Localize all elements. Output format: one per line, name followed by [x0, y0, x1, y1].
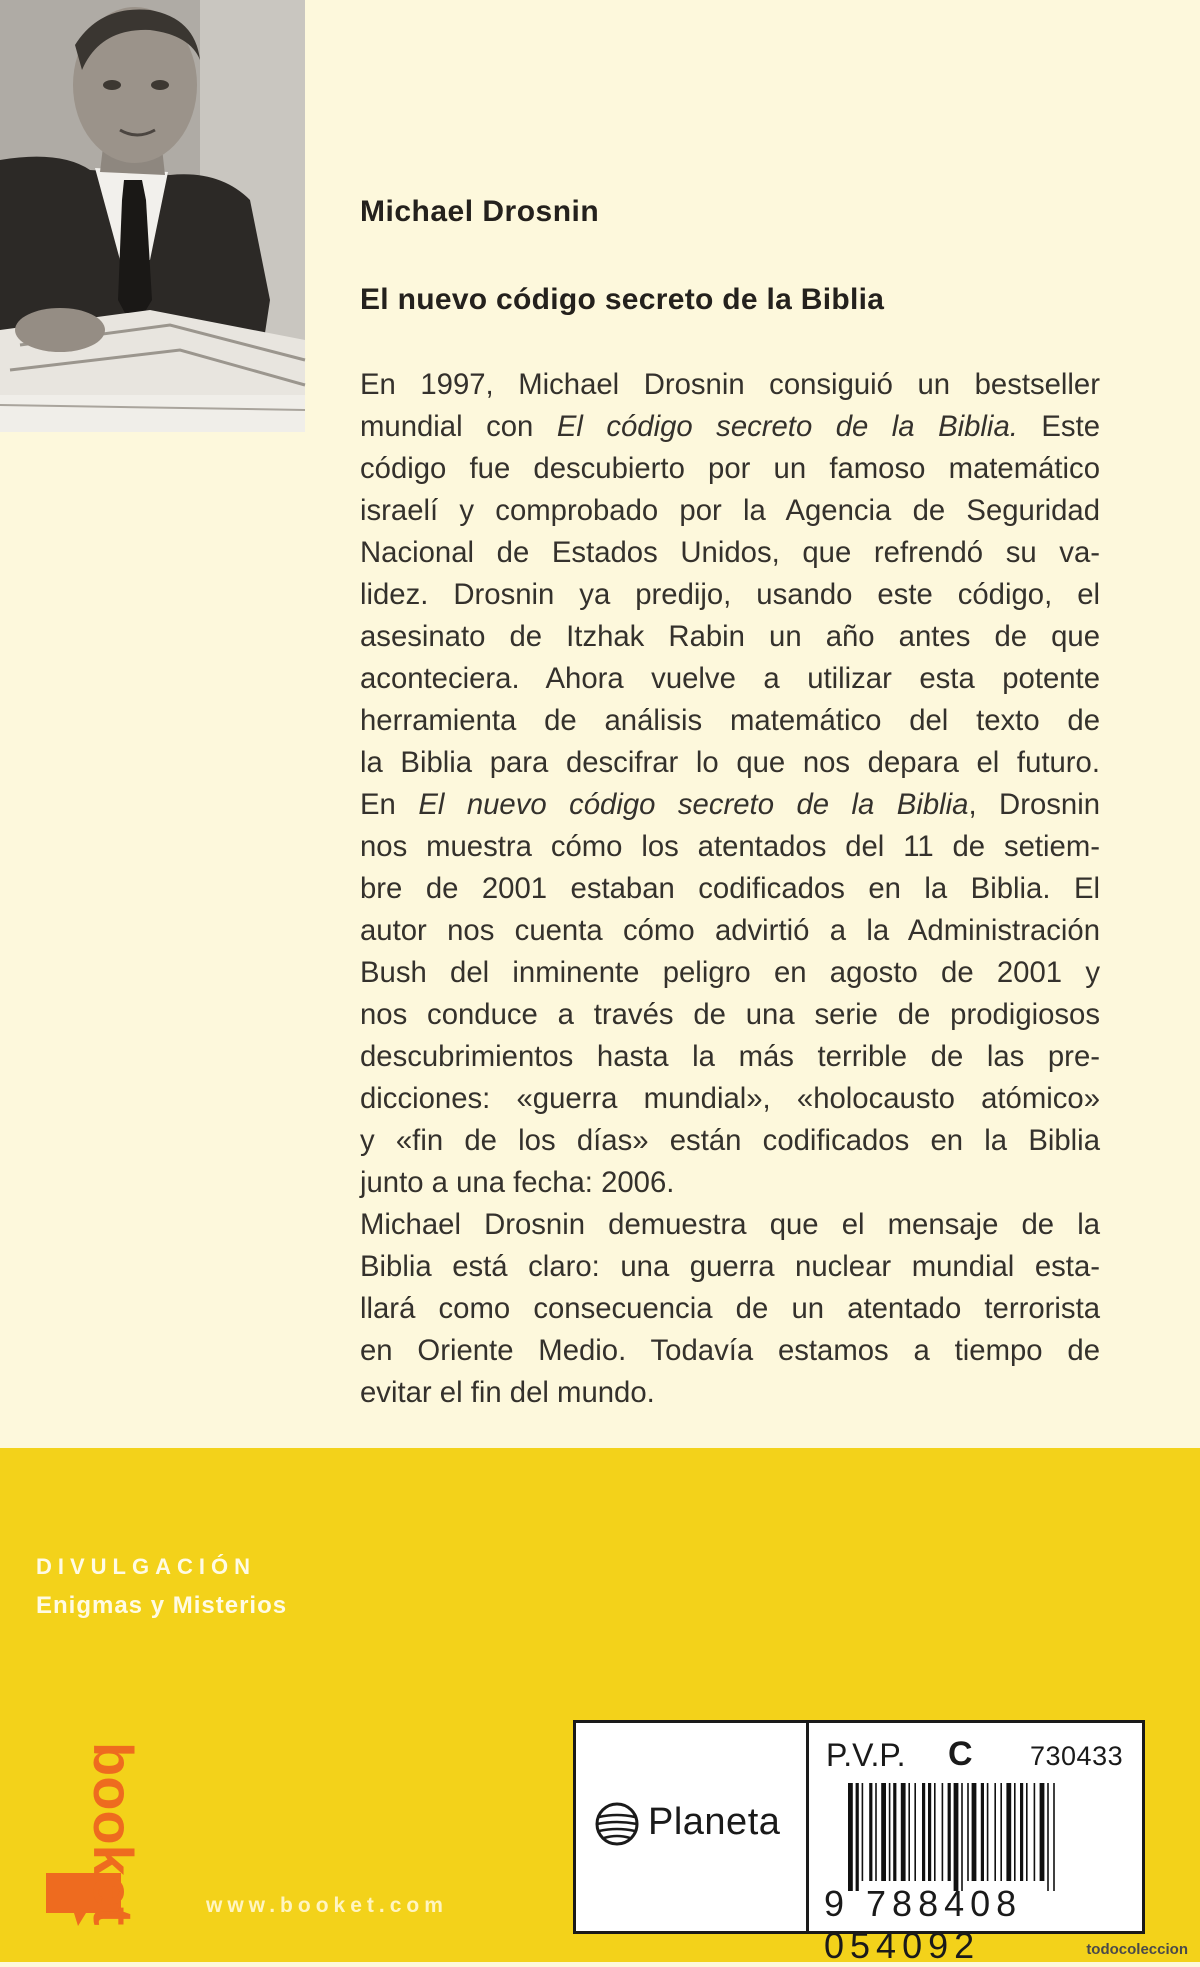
blurb-line [360, 1204, 1100, 1246]
watermark: todocoleccion [1086, 1941, 1188, 1958]
blurb-line [360, 868, 1100, 910]
planeta-logo [594, 1795, 794, 1855]
publisher-name: Planeta [648, 1801, 781, 1843]
blurb-line [360, 910, 1100, 952]
blurb-italic-title: El nuevo código secreto de la Biblia [418, 788, 969, 821]
website-url: www.booket.com [206, 1894, 448, 1917]
price-box-divider [806, 1723, 809, 1931]
blurb-text-segment: autor nos cuenta cómo advirtió a la Administración [360, 914, 1100, 947]
blurb-line [360, 994, 1100, 1036]
price-label: P.V.P. [826, 1737, 906, 1773]
barcode-bar [1053, 1783, 1055, 1891]
blurb-text-segment: Bush del inminente peligro en agosto de 2001 y [360, 956, 1100, 989]
blurb-line [360, 1120, 1100, 1162]
category-label: DIVULGACIÓN [36, 1554, 256, 1579]
blurb-line [360, 574, 1100, 616]
barcode-bar [1006, 1783, 1011, 1881]
blurb-text-segment: y «fin de los días» están codificados en la Biblia [360, 1124, 1100, 1157]
blurb-text-segment: descubrimientos hasta la más terrible de las pre- [360, 1040, 1100, 1073]
barcode-bar [1020, 1783, 1023, 1881]
blurb-line [360, 1330, 1100, 1372]
blurb-line [360, 1372, 1100, 1414]
blurb-text-segment: lidez. Drosnin ya predijo, usando este código, el [360, 578, 1100, 611]
blurb-text-segment: aconteciera. Ahora vuelve a utilizar esta potente [360, 662, 1100, 695]
blurb-line [360, 1288, 1100, 1330]
barcode-bar [967, 1783, 969, 1881]
isbn-digits: 9 788408 054092 [824, 1883, 1023, 1966]
barcode-bar [856, 1783, 859, 1891]
book-title: El nuevo código secreto de la Biblia [360, 283, 885, 316]
blurb-line [360, 826, 1100, 868]
blurb-line [360, 1246, 1100, 1288]
globe-icon [594, 1801, 640, 1847]
booket-logo-text: booket [82, 1742, 145, 1926]
blurb-line [360, 364, 1100, 406]
blurb-text-segment: mundial con [360, 410, 557, 443]
author-photo [0, 0, 305, 432]
collection-label: Enigmas y Misterios [36, 1592, 288, 1619]
barcode-bar [948, 1783, 951, 1881]
blurb-text-segment: En [360, 788, 419, 821]
barcode-bar [1000, 1783, 1002, 1881]
barcode-bar [869, 1783, 872, 1881]
blurb-text-segment: israelí y comprobado por la Agencia de Seguridad [360, 494, 1100, 527]
barcode-bar [928, 1783, 931, 1881]
blurb-text-segment: , Drosnin [968, 788, 1100, 821]
barcode-bar [1014, 1783, 1016, 1881]
blurb-line [360, 616, 1100, 658]
blurb-text-segment: junto a una fecha: 2006. [360, 1166, 675, 1199]
blurb-text-segment: llará como consecuencia de un atentado terrorista [360, 1292, 1100, 1325]
blurb-text-segment: nos muestra cómo los atentados del 11 de setiem- [360, 830, 1100, 863]
blurb-line [360, 1162, 1100, 1204]
barcode-bar [848, 1783, 853, 1891]
blurb-text-segment: código fue descubierto por un famoso matemático [360, 452, 1100, 485]
reference-number: 730433 [1030, 1741, 1124, 1771]
blurb-text-segment: Michael Drosnin demuestra que el mensaje de la [360, 1208, 1100, 1241]
blurb-line [360, 1036, 1100, 1078]
blurb-line [360, 952, 1100, 994]
barcode-bar [994, 1783, 996, 1881]
barcode-bar [987, 1783, 989, 1881]
blurb-line [360, 700, 1100, 742]
barcode-bar [889, 1783, 891, 1881]
blurb-text-segment: dicciones: «guerra mundial», «holocausto atómico» [360, 1082, 1100, 1115]
barcode-bar [1047, 1783, 1049, 1891]
barcode-bar [893, 1783, 896, 1881]
blurb-line [360, 448, 1100, 490]
blurb-text-segment: asesinato de Itzhak Rabin un año antes de que [360, 620, 1100, 653]
blurb-line [360, 532, 1100, 574]
blurb-text-segment: nos conduce a través de una serie de prodigiosos [360, 998, 1100, 1031]
blurb-line [360, 490, 1100, 532]
barcode-bar [908, 1783, 910, 1881]
barcode-bar [914, 1783, 916, 1881]
barcode-bar [972, 1783, 977, 1881]
barcode-bar [901, 1783, 906, 1881]
blurb-text-segment: bre de 2001 estaban codificados en la Biblia. El [360, 872, 1100, 905]
blurb-text [360, 364, 1100, 1414]
author-name: Michael Drosnin [360, 195, 600, 228]
blurb-text-segment: en Oriente Medio. Todavía estamos a tiempo de [360, 1334, 1100, 1367]
blurb-text-segment: Este [1017, 410, 1100, 443]
barcode-bar [942, 1783, 944, 1881]
barcode [844, 1783, 1126, 1891]
barcode-bar [1034, 1783, 1036, 1881]
blurb-line [360, 406, 1100, 448]
blurb-line [360, 742, 1100, 784]
blurb-text-segment: herramienta de análisis matemático del texto de [360, 704, 1100, 737]
barcode-bar [862, 1783, 864, 1881]
blurb-text-segment: evitar el fin del mundo. [360, 1376, 655, 1409]
blurb-text-segment: Biblia está claro: una guerra nuclear mundial esta- [360, 1250, 1100, 1283]
blurb-line [360, 1078, 1100, 1120]
barcode-bar [961, 1783, 963, 1891]
barcode-bar [922, 1783, 925, 1881]
blurb-text-segment: la Biblia para descifrar lo que nos depara el futuro. [360, 746, 1100, 779]
blurb-line [360, 784, 1100, 826]
barcode-bar [981, 1783, 984, 1881]
blurb-text-segment: Nacional de Estados Unidos, que refrendó su va- [360, 536, 1100, 569]
price-code: C [948, 1735, 973, 1773]
blurb-text-segment: En 1997, Michael Drosnin consiguió un bestseller [360, 368, 1100, 401]
blurb-italic-title: El código secreto de la Biblia. [556, 410, 1018, 443]
barcode-bar [934, 1783, 936, 1881]
barcode-bar [875, 1783, 877, 1881]
booket-logo [26, 1738, 145, 1928]
barcode-bar [1026, 1783, 1028, 1881]
blurb-line [360, 658, 1100, 700]
barcode-bar [954, 1783, 959, 1891]
barcode-bar [1040, 1783, 1045, 1881]
barcode-bar [881, 1783, 886, 1881]
